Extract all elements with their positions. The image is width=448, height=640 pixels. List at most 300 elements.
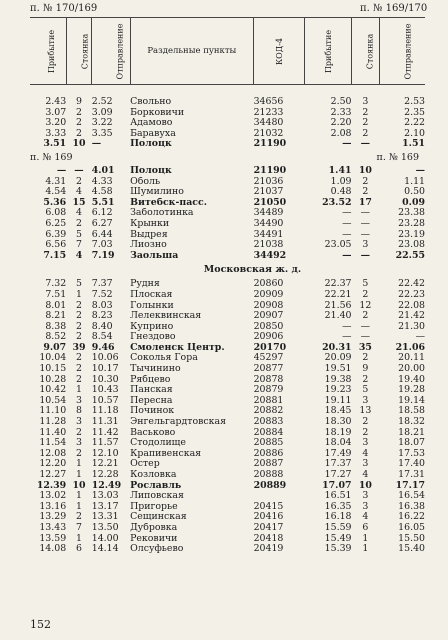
table-cell: 10 — [72, 480, 86, 491]
table-cell: 20884 — [253, 427, 284, 438]
table-cell: 4.01 — [91, 165, 115, 176]
table-cell: 34492 — [253, 250, 287, 261]
col-stop: Стоянка — [66, 18, 92, 85]
table-cell: 17.49 — [324, 448, 352, 459]
table-cell: 2 — [362, 417, 369, 428]
table-cell: 9.07 — [43, 342, 67, 353]
table-cell: 11.54 — [39, 438, 67, 449]
table-cell: 6.27 — [91, 218, 113, 229]
table-cell: 11.31 — [91, 417, 119, 428]
column-headers — [30, 18, 425, 85]
table-cell: 6.08 — [45, 208, 67, 219]
table-cell: 1 — [75, 459, 82, 470]
table-row — [30, 322, 425, 333]
table-cell: 7.52 — [91, 289, 113, 300]
table-cell: 20887 — [253, 459, 284, 470]
table-cell: Голынки — [130, 300, 174, 311]
table-cell: 11.40 — [39, 427, 67, 438]
table-cell: 18.30 — [324, 417, 352, 428]
table-cell: 9.46 — [91, 342, 115, 353]
table-row — [30, 251, 425, 262]
table-cell: 21.06 — [395, 342, 425, 353]
table-cell: 34656 — [253, 96, 284, 107]
table-cell: 10.30 — [91, 374, 119, 385]
table-row — [30, 108, 425, 119]
table-cell: 4 — [362, 448, 369, 459]
table-cell: Олсуфьево — [130, 544, 184, 555]
table-cell: — — [342, 332, 352, 343]
table-cell: 8 — [75, 406, 82, 417]
table-cell: 21.40 — [324, 311, 352, 322]
table-cell: Адамово — [130, 118, 173, 129]
table-cell: 17.31 — [398, 470, 425, 480]
table-cell: 7.15 — [43, 250, 67, 261]
table-cell: 1 — [75, 491, 82, 502]
table-cell: 2 — [75, 176, 82, 187]
table-cell: 8.23 — [91, 311, 113, 322]
table-cell: 20886 — [253, 448, 284, 459]
table-cell: 20.11 — [398, 353, 425, 364]
table-cell: 1.11 — [404, 176, 425, 187]
table-cell: 12.20 — [39, 459, 67, 470]
table-cell: 2 — [75, 118, 82, 129]
table-cell: 45297 — [253, 353, 284, 364]
table-cell: — — [360, 332, 371, 343]
railway-heading: Московская ж. д. — [203, 264, 302, 276]
table-cell: 11.42 — [91, 427, 119, 438]
table-cell: Лелеквинская — [130, 311, 202, 322]
table-cell: — — [415, 165, 425, 176]
table-cell: Полоцк — [130, 165, 172, 176]
table-cell: — — [74, 165, 84, 176]
table-cell: 5 — [75, 229, 82, 240]
table-cell: 2.50 — [330, 96, 352, 107]
table-cell: 15 — [72, 197, 86, 208]
table-cell — [254, 491, 305, 502]
table-cell: 17.07 — [322, 480, 352, 491]
table-cell: 10.15 — [39, 364, 67, 375]
table-cell: 10.28 — [39, 374, 67, 385]
timetable — [30, 17, 425, 555]
table-cell: 18.21 — [398, 427, 425, 438]
table-cell: 20888 — [253, 470, 284, 480]
table-cell: 3 — [75, 395, 82, 406]
table-cell: 11.10 — [39, 406, 67, 417]
table-cell: 4 — [75, 208, 82, 219]
table-cell: 5.36 — [43, 197, 67, 208]
table-cell: 17.37 — [324, 459, 352, 470]
table-cell: 20908 — [253, 300, 284, 311]
table-row — [30, 449, 425, 460]
table-cell: 21036 — [253, 176, 284, 187]
table-row — [30, 240, 425, 251]
table-cell: Лиозно — [130, 240, 167, 251]
table-cell: 20879 — [253, 385, 284, 396]
table-cell: 18.04 — [324, 438, 352, 449]
train-number-right: п. № 169/170 — [360, 3, 428, 14]
table-cell: — — [342, 229, 352, 240]
table-cell: 4 — [75, 250, 83, 261]
table-cell: 1 — [362, 544, 369, 555]
table-cell: 9 — [75, 96, 82, 107]
table-cell: Гнездово — [130, 332, 176, 343]
table-cell: 3.35 — [91, 128, 113, 139]
table-cell: 12.08 — [39, 448, 67, 459]
table-cell: Рябцево — [130, 374, 171, 385]
table-cell: Заольша — [130, 250, 179, 261]
table-cell: 9 — [362, 364, 369, 375]
table-cell: 11.57 — [91, 438, 119, 449]
table-cell: 7.19 — [91, 250, 115, 261]
table-cell: 3.51 — [43, 139, 67, 150]
table-cell: 21.42 — [398, 311, 425, 322]
table-cell: 5.51 — [91, 197, 115, 208]
table-cell: 12.28 — [91, 470, 119, 480]
table-cell: 12 — [359, 300, 372, 311]
table-row — [30, 301, 425, 312]
table-row — [30, 166, 425, 177]
table-cell: 3 — [362, 96, 369, 107]
table-cell: 19.38 — [324, 374, 352, 385]
table-cell: Пригорье — [130, 501, 178, 512]
col-departure-2: Отправление — [379, 18, 425, 85]
table-row — [30, 417, 425, 428]
table-cell: — — [56, 165, 67, 176]
table-cell: Рудня — [130, 279, 160, 290]
table-cell: 12.49 — [91, 480, 122, 491]
table-cell: 8.54 — [91, 332, 113, 343]
table-cell: 3.09 — [91, 107, 113, 118]
table-cell: 21190 — [253, 165, 287, 176]
table-cell: Дубровка — [130, 522, 178, 533]
table-cell: 6.39 — [45, 229, 67, 240]
table-cell: 20417 — [253, 522, 284, 533]
table-cell: Оболь — [130, 176, 161, 187]
table-cell: 34491 — [253, 229, 284, 240]
table-cell: 6.44 — [91, 229, 113, 240]
table-cell: 2 — [362, 107, 369, 118]
table-row — [30, 118, 425, 129]
col-points: Раздельные пункты — [130, 18, 254, 85]
table-row — [30, 290, 425, 301]
table-cell: — — [342, 321, 352, 332]
table-row — [30, 208, 425, 219]
table-cell: 11.28 — [39, 417, 67, 428]
table-cell: 21.30 — [398, 321, 425, 332]
table-cell: 16.54 — [398, 491, 425, 502]
table-cell: 20415 — [253, 501, 284, 512]
table-cell: 1 — [362, 533, 369, 544]
table-row — [30, 491, 425, 502]
table-row — [30, 534, 425, 545]
table-cell: 13.31 — [91, 512, 119, 523]
table-cell: 10 — [358, 480, 372, 491]
table-row — [30, 512, 425, 523]
table-cell: 4.54 — [45, 187, 67, 198]
table-cell: 22.42 — [398, 279, 425, 290]
table-cell: 4.33 — [91, 176, 113, 187]
table-cell: 12.39 — [36, 480, 67, 491]
table-cell: 5 — [362, 385, 369, 396]
col-departure: Отправление — [92, 18, 130, 85]
table-cell: 22.21 — [324, 289, 352, 300]
table-cell: — — [415, 332, 425, 343]
table-cell: 16.51 — [324, 491, 352, 502]
table-cell: 23.05 — [324, 240, 352, 251]
table-cell: 2 — [75, 311, 82, 322]
table-cell: 18.32 — [398, 417, 425, 428]
table-cell: 1.51 — [402, 139, 425, 150]
table-cell: 20881 — [253, 395, 284, 406]
table-cell: 0.50 — [404, 187, 425, 198]
table-cell: 10.42 — [39, 385, 67, 396]
table-cell: 20.31 — [322, 342, 352, 353]
table-cell: 21190 — [253, 139, 287, 150]
table-cell: 19.51 — [324, 364, 352, 375]
table-cell: 19.23 — [324, 385, 352, 396]
table-row — [30, 332, 425, 343]
table-cell: 6.12 — [91, 208, 113, 219]
table-cell: 20850 — [253, 321, 284, 332]
table-cell: Энгельгардтовская — [130, 417, 227, 428]
table-cell: 2.33 — [330, 107, 352, 118]
table-cell: 19.14 — [398, 395, 425, 406]
table-cell: 20906 — [253, 332, 284, 343]
table-cell: 22.23 — [398, 289, 425, 300]
table-cell: 3.33 — [45, 128, 67, 139]
table-cell: Соколья Гора — [130, 353, 198, 364]
table-cell: 2 — [362, 289, 369, 300]
table-cell: 2 — [362, 176, 369, 187]
table-cell: 4 — [362, 470, 369, 480]
table-row — [30, 406, 425, 417]
table-cell: 34489 — [253, 208, 284, 219]
table-cell: Васьково — [130, 427, 176, 438]
sub-train-left: п. № 169 — [30, 151, 73, 163]
table-cell: 13.03 — [91, 491, 119, 502]
table-cell: 20170 — [253, 342, 287, 353]
table-cell: 22.37 — [324, 279, 352, 290]
table-cell: 10.17 — [91, 364, 119, 375]
table-cell: 2 — [75, 374, 82, 385]
table-cell: Тычинино — [130, 364, 181, 375]
table-row — [30, 353, 425, 364]
table-cell: 15.40 — [398, 544, 425, 555]
table-cell: 3 — [362, 491, 369, 502]
table-cell: — — [342, 139, 352, 150]
table-cell: 20889 — [253, 480, 287, 491]
table-cell: 2 — [75, 332, 82, 343]
table-cell: Баравуха — [130, 128, 176, 139]
table-cell: Борковичи — [130, 107, 185, 118]
table-cell: Рековичи — [130, 533, 178, 544]
table-cell: 23.19 — [398, 229, 425, 240]
table-cell: 2 — [362, 353, 369, 364]
table-cell: Заболотинка — [130, 208, 194, 219]
table-cell: 4.58 — [91, 187, 113, 198]
table-cell: 19.40 — [398, 374, 425, 385]
table-cell: 18.19 — [324, 427, 352, 438]
table-cell: 2 — [362, 187, 369, 198]
table-cell: — — [360, 218, 371, 229]
table-cell: 8.38 — [45, 321, 67, 332]
table-cell: 6 — [75, 544, 82, 555]
table-cell: 21.56 — [324, 300, 352, 311]
table-cell: 2 — [362, 427, 369, 438]
table-cell: 20878 — [253, 374, 284, 385]
table-cell: 13.17 — [91, 501, 119, 512]
table-cell: 14.14 — [91, 544, 119, 555]
table-cell: 14.00 — [91, 533, 119, 544]
table-cell: 2 — [75, 512, 82, 523]
table-cell: 18.07 — [398, 438, 425, 449]
table-cell: 23.52 — [322, 197, 352, 208]
table-cell: 8.01 — [45, 300, 67, 311]
table-cell: 20907 — [253, 311, 284, 322]
table-cell: Стодолище — [130, 438, 186, 449]
table-row — [30, 187, 425, 198]
table-cell: Крынки — [130, 218, 170, 229]
table-cell: Куприно — [130, 321, 174, 332]
table-cell: 23.28 — [398, 218, 425, 229]
table-cell: Смоленск Центр. — [130, 342, 225, 353]
table-cell: 2 — [75, 300, 82, 311]
table-cell: 3 — [75, 438, 82, 449]
table-cell: 2 — [362, 374, 369, 385]
table-cell: 2.35 — [404, 107, 425, 118]
table-row — [30, 139, 425, 150]
table-cell: 2.08 — [330, 128, 352, 139]
table-cell: Липовская — [130, 491, 184, 502]
table-cell: 21050 — [253, 197, 287, 208]
table-row — [30, 481, 425, 492]
table-cell: 3.07 — [45, 107, 67, 118]
table-cell: Козловка — [130, 470, 177, 480]
table-cell: 20419 — [253, 544, 284, 555]
table-cell: 5 — [362, 279, 369, 290]
train-number-left: п. № 170/169 — [30, 3, 98, 14]
table-cell: 10.43 — [91, 385, 119, 396]
table-row — [30, 279, 425, 290]
table-cell: 20877 — [253, 364, 284, 375]
table-row — [30, 375, 425, 386]
table-row — [30, 219, 425, 230]
table-cell: 16.05 — [398, 522, 425, 533]
table-row — [30, 311, 425, 322]
table-cell: Остер — [130, 459, 160, 470]
table-cell: 2 — [362, 118, 369, 129]
table-cell: 15.50 — [398, 533, 425, 544]
table-cell: 2 — [75, 364, 82, 375]
table-cell: 8.52 — [45, 332, 67, 343]
table-cell: Выдрея — [130, 229, 168, 240]
table-cell: — — [360, 321, 371, 332]
table-cell: 7.51 — [45, 289, 67, 300]
table-cell: 34490 — [253, 218, 284, 229]
table-cell: 2.52 — [91, 96, 113, 107]
table-row — [30, 459, 425, 470]
table-row — [30, 428, 425, 439]
table-cell: — — [360, 250, 371, 261]
table-cell: 3 — [362, 240, 369, 251]
table-cell: 2 — [75, 353, 82, 364]
table-cell: 7 — [75, 240, 82, 251]
table-cell: 13.50 — [91, 522, 119, 533]
table-row — [30, 385, 425, 396]
table-cell: 1.09 — [330, 176, 352, 187]
table-cell: 20.00 — [398, 364, 425, 375]
table-cell: 3 — [75, 417, 82, 428]
table-cell: — — [342, 218, 352, 229]
table-cell: 3 — [362, 501, 369, 512]
table-cell: 18.45 — [324, 406, 352, 417]
table-cell: 17 — [358, 197, 372, 208]
table-row — [30, 364, 425, 375]
table-row — [30, 129, 425, 140]
table-cell: 2.10 — [404, 128, 425, 139]
table-cell: 7.03 — [91, 240, 113, 251]
table-cell: 13.59 — [39, 533, 67, 544]
table-cell: 6.25 — [45, 218, 67, 229]
table-cell: 35 — [358, 342, 372, 353]
table-cell: 10.54 — [39, 395, 67, 406]
table-cell: 20418 — [253, 533, 284, 544]
table-cell: 7.37 — [91, 279, 113, 290]
table-cell: 2 — [362, 128, 369, 139]
table-cell: — — [342, 250, 352, 261]
table-row — [30, 396, 425, 407]
table-cell: 11.18 — [91, 406, 119, 417]
table-cell: 2 — [75, 218, 82, 229]
table-row — [30, 230, 425, 241]
table-cell: 15.39 — [324, 544, 352, 555]
table-cell: 3.22 — [91, 118, 113, 129]
table-cell: 2 — [75, 427, 82, 438]
table-cell: 6 — [362, 522, 369, 533]
table-cell: 34480 — [253, 118, 284, 129]
table-cell: 0.48 — [330, 187, 352, 198]
table-cell: 2 — [75, 107, 82, 118]
table-row — [30, 85, 425, 108]
table-cell: 39 — [72, 342, 86, 353]
table-cell: 10 — [72, 139, 86, 150]
page-number: 152 — [30, 618, 51, 631]
table-row — [30, 198, 425, 209]
table-cell: 2 — [75, 448, 82, 459]
table-cell: — — [360, 229, 371, 240]
table-cell: 20.09 — [324, 353, 352, 364]
table-cell: 10.06 — [91, 353, 119, 364]
table-cell: 12.27 — [39, 470, 67, 480]
table-cell: Рославль — [130, 480, 182, 491]
table-cell: 1 — [75, 501, 82, 512]
table-cell: 20883 — [253, 417, 284, 428]
table-cell: 3 — [362, 459, 369, 470]
table-cell: 0.09 — [402, 197, 425, 208]
railway-heading-row — [30, 261, 425, 279]
table-cell: Плоская — [130, 289, 173, 300]
table-cell: Починок — [130, 406, 175, 417]
table-cell: 17.40 — [398, 459, 425, 470]
table-cell: 10 — [358, 165, 372, 176]
table-cell: 16.18 — [324, 512, 352, 523]
table-cell: 7.32 — [45, 279, 67, 290]
table-cell: 3 — [362, 438, 369, 449]
table-cell: 13.43 — [39, 522, 67, 533]
sub-train-right: п. № 169 — [376, 151, 419, 163]
col-arrival: Прибытие — [30, 18, 66, 85]
table-cell: 3.20 — [45, 118, 67, 129]
